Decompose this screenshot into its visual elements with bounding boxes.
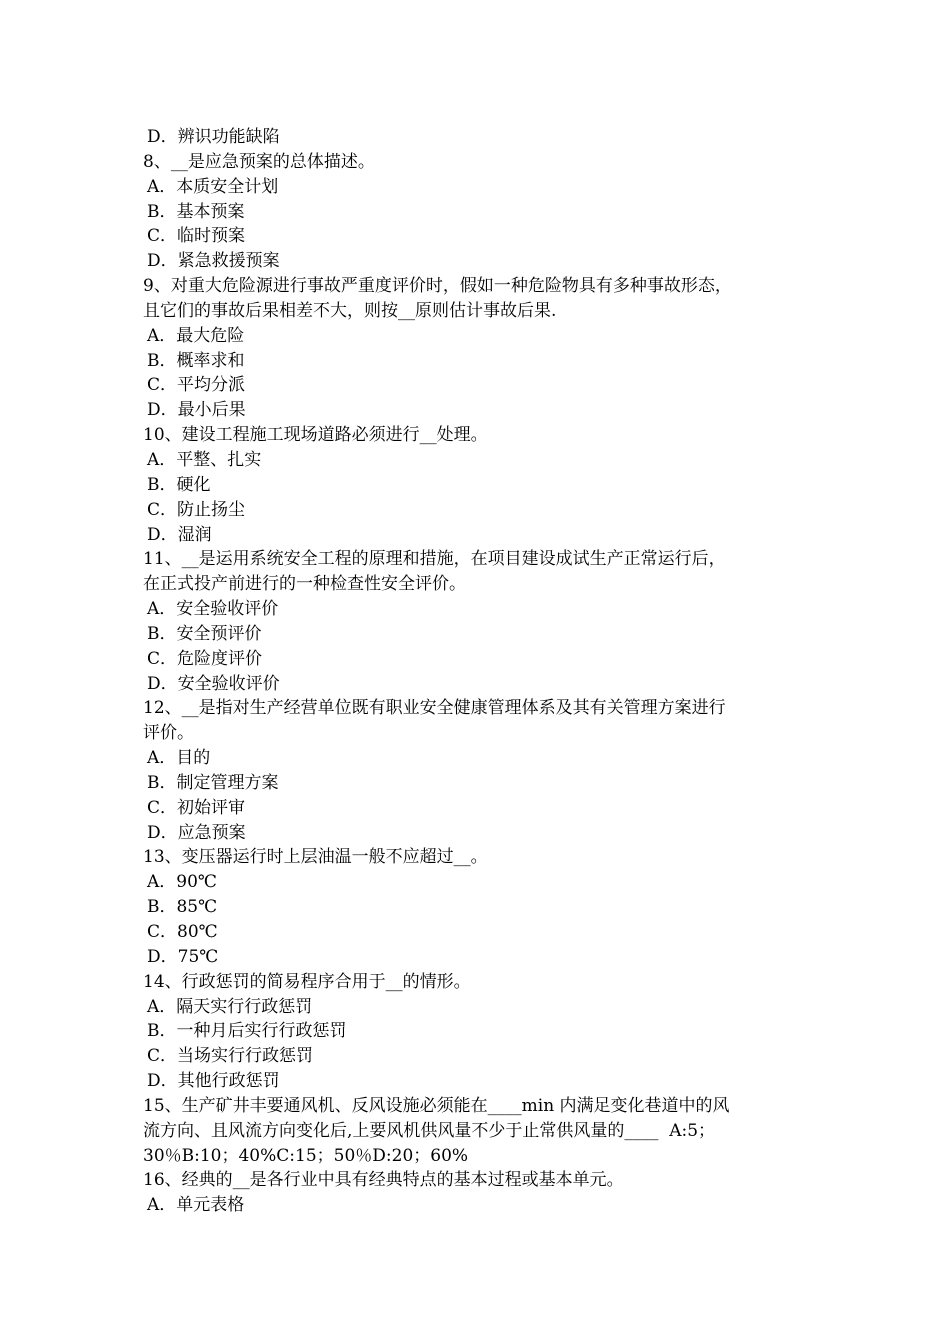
- answer-option: C．临时预案: [147, 226, 246, 247]
- answer-option: C．80℃: [147, 922, 218, 942]
- answer-option: A．90℃: [147, 872, 217, 893]
- answer-option: D．安全验收评价: [147, 673, 280, 694]
- answer-option: B．概率求和: [147, 350, 245, 371]
- question-text-line: 13、变压器运行时上层油温一般不应超过__。: [143, 847, 488, 868]
- question-text-line: 9、对重大危险源进行事故严重度评价时，假如一种危险物具有多种事故形态，: [143, 276, 732, 297]
- question-text-line: 流方向、且风流方向变化后,上要风机供风量不少于止常供风量的____ A:5；: [143, 1120, 716, 1141]
- answer-option: A．单元表格: [147, 1195, 245, 1216]
- question-text-line: 16、经典的__是各行业中具有经典特点的基本过程或基本单元。: [143, 1170, 624, 1191]
- question-text-line: 15、生产矿井丰要通风机、反风设施必须能在____min 内满足变化巷道中的风: [143, 1095, 730, 1116]
- answer-option: B．硬化: [147, 474, 211, 495]
- answer-option: D．最小后果: [147, 400, 246, 421]
- question-text-line: 在正式投产前进行的一种检查性安全评价。: [143, 574, 466, 595]
- answer-option: D．紧急救援预案: [147, 251, 280, 272]
- answer-option: D．其他行政惩罚: [147, 1071, 280, 1092]
- question-text-line: 30％B:10；40%C:15；50％D:20；60%: [143, 1145, 469, 1166]
- answer-option: A．目的: [147, 748, 211, 769]
- answer-option: A．本质安全计划: [147, 176, 279, 197]
- answer-option: B．一种月后实行行政惩罚: [147, 1021, 347, 1042]
- answer-option: D．辨识功能缺陷: [147, 127, 280, 147]
- question-text-line: 11、__是运用系统安全工程的原理和措施，在项目建设成试生产正常运行后，: [143, 549, 726, 570]
- question-text-line: 10、建设工程施工现场道路必须进行__处理。: [143, 425, 488, 446]
- question-text-line: 12、__是指对生产经营单位既有职业安全健康管理体系及其有关管理方案进行: [143, 698, 726, 719]
- answer-option: B．安全预评价: [147, 623, 262, 644]
- answer-option: B．制定管理方案: [147, 772, 279, 793]
- answer-option: C．当场实行行政惩罚: [147, 1046, 314, 1067]
- answer-option: A．最大危险: [147, 325, 245, 346]
- answer-option: C．平均分派: [147, 375, 246, 396]
- answer-option: D．湿润: [147, 524, 212, 545]
- question-text-line: 8、__是应急预案的总体描述。: [143, 151, 375, 172]
- answer-option: B．基本预案: [147, 201, 245, 222]
- question-text-line: 14、行政惩罚的简易程序合用于__的情形。: [143, 971, 471, 992]
- answer-option: A．隔天实行行政惩罚: [147, 996, 313, 1017]
- answer-option: C．初始评审: [147, 797, 246, 818]
- document-body: [143, 125, 823, 1218]
- answer-option: B．85℃: [147, 897, 218, 918]
- question-text-line: 且它们的事故后果相差不大，则按__原则估计事故后果.: [143, 300, 557, 321]
- answer-option: D．应急预案: [147, 822, 246, 843]
- answer-option: A．安全验收评价: [147, 599, 279, 620]
- answer-option: C．防止扬尘: [147, 499, 246, 520]
- answer-option: A．平整、扎实: [147, 449, 262, 470]
- question-text-line: 评价。: [143, 723, 194, 744]
- answer-option: C．危险度评价: [147, 648, 263, 669]
- answer-option: D．75℃: [147, 946, 219, 967]
